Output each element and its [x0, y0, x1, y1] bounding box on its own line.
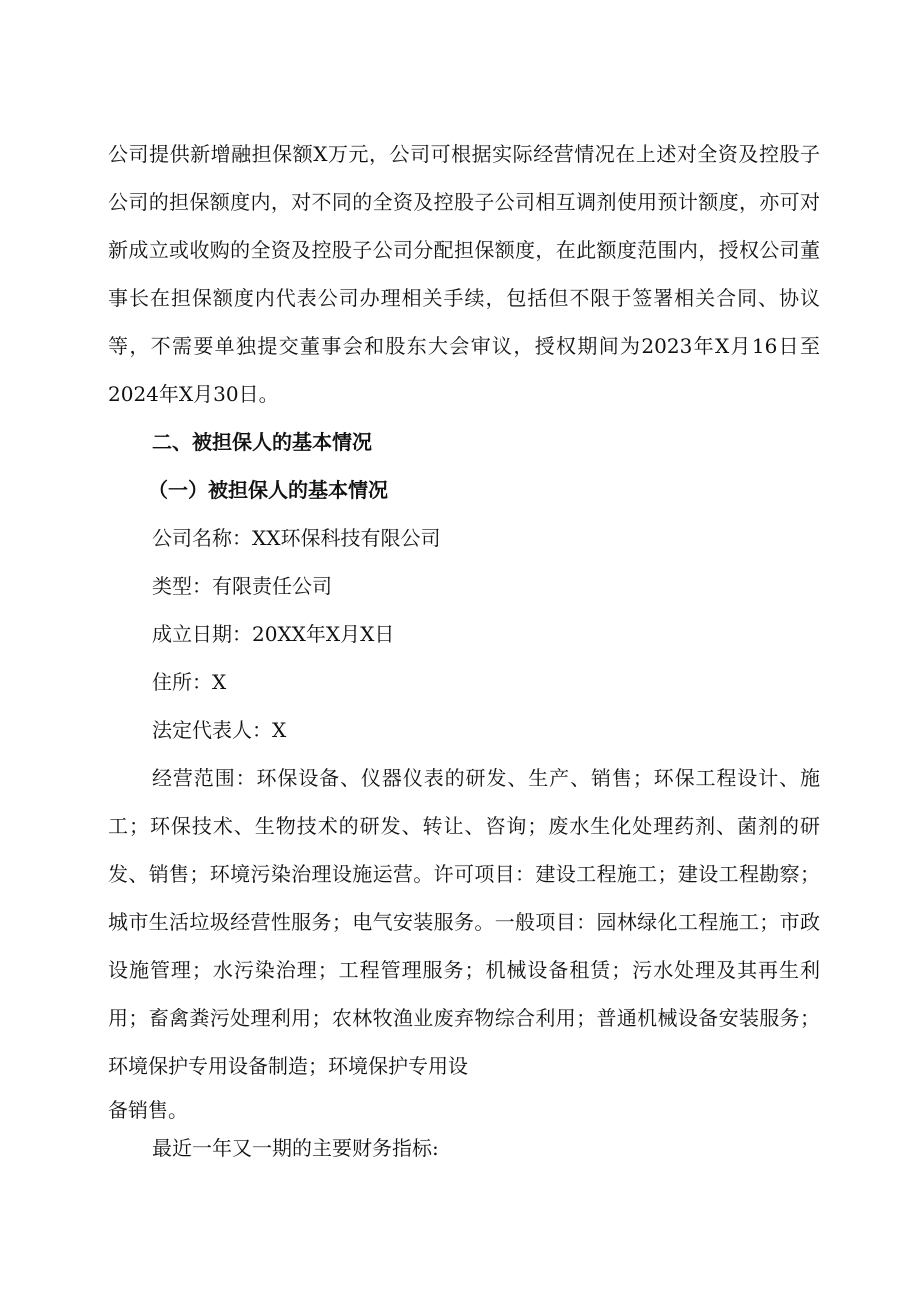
address-field: 住所：X: [152, 670, 227, 694]
company-name-field: 公司名称：XX环保科技有限公司: [152, 526, 441, 550]
subsection-heading: （一）被担保人的基本情况: [148, 478, 388, 502]
financial-indicators-intro: 最近一年又一期的主要财务指标:: [152, 1136, 439, 1160]
business-scope-paragraph: 经营范围：环保设备、仪器仪表的研发、生产、销售；环保工程设计、施工；环保技术、生物技术的研发、转让、咨询；废水生化处理药剂、菌剂的研发、销售；环境污染治理设施运营。许可项目：建设工程施工；建设工程勘察；城市生活垃圾经营性服务；电气安装服务。一般项目：园林绿化工程施工；市政设施管理；水污染治理；工程管理服务；机械设备租赁；污水处理及其再生利用；畜禽粪污处理利用；农林牧渔业废弃物综合利用；普通机械设备安装服务；环境保护专用设备制造；环境保护专用设: [108, 766, 820, 1078]
business-scope-tail: 备销售。: [108, 1098, 188, 1122]
section-heading: 二、被担保人的基本情况: [152, 430, 372, 454]
company-type-field: 类型：有限责任公司: [152, 574, 332, 598]
intro-paragraph: 公司提供新增融担保额X万元，公司可根据实际经营情况在上述对全资及控股子公司的担保额度内，对不同的全资及控股子公司相互调剂使用预计额度，亦可对新成立或收购的全资及控股子公司分配担保额度，在此额度范围内，授权公司董事长在担保额度内代表公司办理相关手续，包括但不限于签署相关合同、协议等，不需要单独提交董事会和股东大会审议，授权期间为2023年X月16日至2024年X月30日。: [108, 142, 820, 406]
legal-representative-field: 法定代表人：X: [152, 718, 287, 742]
established-date-field: 成立日期：20XX年X月X日: [152, 622, 395, 646]
